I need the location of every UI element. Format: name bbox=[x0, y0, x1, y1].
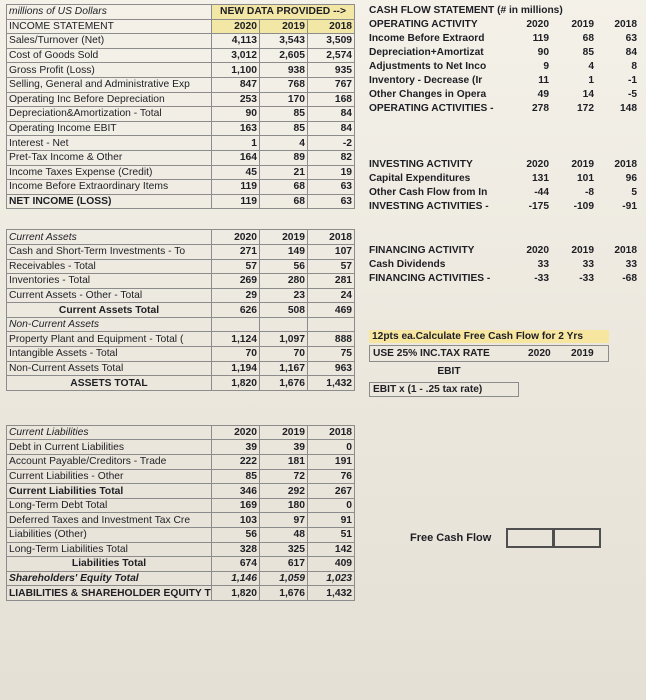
financing-header-row bbox=[369, 244, 641, 258]
income-value-cell[interactable]: 63 bbox=[308, 194, 355, 209]
asset-value-cell[interactable]: 280 bbox=[260, 274, 308, 289]
income-value-cell[interactable]: 119 bbox=[212, 194, 260, 209]
asset-value-cell[interactable]: 24 bbox=[308, 288, 355, 303]
table-row bbox=[7, 180, 355, 195]
asset-value-cell[interactable]: 107 bbox=[308, 244, 355, 259]
income-row-label[interactable]: Income Taxes Expense (Credit) bbox=[7, 165, 212, 180]
table-row bbox=[7, 347, 355, 362]
table-row bbox=[7, 288, 355, 303]
operating-header-row bbox=[369, 18, 641, 32]
spacer-cell bbox=[308, 390, 355, 425]
income-value-cell[interactable]: -2 bbox=[308, 136, 355, 151]
income-year-header[interactable]: 2018 bbox=[308, 19, 355, 34]
table-row bbox=[7, 528, 355, 543]
liability-row-label[interactable]: Long-Term Debt Total bbox=[7, 498, 212, 513]
free-cash-flow-label: Free Cash Flow bbox=[410, 532, 492, 544]
table-row bbox=[7, 34, 355, 49]
liability-value-cell[interactable]: 91 bbox=[308, 513, 355, 528]
income-value-cell[interactable]: 21 bbox=[260, 165, 308, 180]
cash-flow-value: -109 bbox=[573, 201, 594, 212]
liability-value-cell[interactable]: 103 bbox=[212, 513, 260, 528]
cash-flow-row bbox=[369, 186, 641, 200]
cash-flow-value: 2020 bbox=[526, 19, 549, 30]
asset-value-cell[interactable]: 626 bbox=[212, 303, 260, 318]
income-header-row bbox=[7, 19, 355, 34]
cash-flow-value: 63 bbox=[625, 33, 637, 44]
asset-row-label[interactable]: Cash and Short-Term Investments - To bbox=[7, 244, 212, 259]
asset-row-label[interactable]: Inventories - Total bbox=[7, 274, 212, 289]
table-row bbox=[7, 165, 355, 180]
cash-flow-value: 68 bbox=[582, 33, 594, 44]
income-value-cell[interactable]: 4 bbox=[260, 136, 308, 151]
income-value-cell[interactable]: 84 bbox=[308, 121, 355, 136]
new-data-banner[interactable]: NEW DATA PROVIDED --> bbox=[212, 5, 355, 20]
cash-flow-value: -44 bbox=[534, 187, 549, 198]
cash-flow-value: 84 bbox=[625, 47, 637, 58]
cash-flow-value: -33 bbox=[534, 273, 549, 284]
spacer-cell bbox=[308, 209, 355, 230]
cash-flow-statement bbox=[369, 4, 641, 324]
spacer-cell bbox=[212, 209, 260, 230]
liability-value-cell[interactable]: 1,059 bbox=[260, 571, 308, 586]
cash-flow-label: OPERATING ACTIVITIES - bbox=[369, 103, 494, 114]
income-value-cell[interactable]: 938 bbox=[260, 63, 308, 78]
cash-flow-value: 33 bbox=[582, 259, 594, 270]
liability-value-cell[interactable]: 51 bbox=[308, 528, 355, 543]
financial-statements-table bbox=[6, 4, 355, 601]
liability-value-cell[interactable]: 292 bbox=[260, 484, 308, 499]
liability-value-cell[interactable]: 409 bbox=[308, 557, 355, 572]
cash-flow-value: 2020 bbox=[526, 159, 549, 170]
spacer-cell bbox=[212, 390, 260, 425]
liability-row-label[interactable]: Current Liabilities - Other bbox=[7, 469, 212, 484]
cash-flow-value: 278 bbox=[532, 103, 549, 114]
cash-flow-value: 14 bbox=[582, 89, 594, 100]
ebit-formula: EBIT x (1 - .25 tax rate) bbox=[369, 382, 519, 397]
cash-flow-label: Inventory - Decrease (Ir bbox=[369, 75, 483, 86]
cash-flow-value: 85 bbox=[582, 47, 594, 58]
table-row bbox=[7, 63, 355, 78]
assets-year-header[interactable]: 2020 bbox=[212, 230, 260, 245]
spacer-cell bbox=[7, 390, 212, 425]
title-row bbox=[7, 5, 355, 20]
table-row bbox=[7, 361, 355, 376]
asset-value-cell[interactable]: 888 bbox=[308, 332, 355, 347]
liability-row-label[interactable]: Liabilities Total bbox=[7, 557, 212, 572]
table-row bbox=[7, 107, 355, 122]
cash-flow-label: Cash Dividends bbox=[369, 259, 446, 270]
income-value-cell[interactable]: 4,113 bbox=[212, 34, 260, 49]
income-value-cell[interactable]: 164 bbox=[212, 150, 260, 165]
liability-value-cell[interactable]: 1,432 bbox=[308, 586, 355, 601]
tax-rate-note: USE 25% INC.TAX RATE bbox=[373, 348, 490, 359]
cash-flow-row bbox=[369, 102, 641, 116]
income-row-label[interactable]: Interest - Net bbox=[7, 136, 212, 151]
income-value-cell[interactable]: 82 bbox=[308, 150, 355, 165]
asset-row-label[interactable]: Current Assets Total bbox=[7, 303, 212, 318]
cash-flow-row bbox=[369, 200, 641, 214]
asset-value-cell[interactable]: 75 bbox=[308, 347, 355, 362]
liability-value-cell[interactable]: 56 bbox=[212, 528, 260, 543]
liability-value-cell[interactable]: 674 bbox=[212, 557, 260, 572]
income-row-label[interactable]: Cost of Goods Sold bbox=[7, 48, 212, 63]
liability-value-cell[interactable]: 0 bbox=[308, 440, 355, 455]
table-row bbox=[7, 259, 355, 274]
spacer-cell bbox=[7, 209, 212, 230]
income-value-cell[interactable]: 68 bbox=[260, 180, 308, 195]
table-row bbox=[7, 274, 355, 289]
table-row bbox=[7, 92, 355, 107]
liability-row-label[interactable]: Shareholders' Equity Total bbox=[7, 571, 212, 586]
fcf-year-2020: 2020 bbox=[528, 348, 551, 359]
table-row bbox=[7, 484, 355, 499]
cash-flow-label: INVESTING ACTIVITY bbox=[369, 159, 473, 170]
cash-flow-value: -175 bbox=[528, 201, 549, 212]
income-row-label[interactable]: Pret-Tax Income & Other bbox=[7, 150, 212, 165]
cash-flow-row bbox=[369, 258, 641, 272]
asset-row-label[interactable]: Intangible Assets - Total bbox=[7, 347, 212, 362]
asset-value-cell[interactable]: 1,432 bbox=[308, 376, 355, 391]
asset-row-label[interactable]: Non-Current Assets bbox=[7, 317, 212, 332]
liability-value-cell[interactable]: 39 bbox=[260, 440, 308, 455]
cash-flow-label: FINANCING ACTIVITIES - bbox=[369, 273, 491, 284]
income-value-cell[interactable]: 89 bbox=[260, 150, 308, 165]
tax-rate-row bbox=[369, 345, 609, 362]
liability-value-cell[interactable]: 97 bbox=[260, 513, 308, 528]
asset-value-cell[interactable] bbox=[308, 317, 355, 332]
asset-value-cell[interactable]: 1,676 bbox=[260, 376, 308, 391]
cash-flow-value: -8 bbox=[584, 187, 594, 198]
income-value-cell[interactable]: 1,100 bbox=[212, 63, 260, 78]
income-value-cell[interactable]: 1 bbox=[212, 136, 260, 151]
table-row bbox=[7, 498, 355, 513]
asset-row-label[interactable]: Current Assets - Other - Total bbox=[7, 288, 212, 303]
asset-value-cell[interactable]: 271 bbox=[212, 244, 260, 259]
cash-flow-label: INVESTING ACTIVITIES - bbox=[369, 201, 489, 212]
cash-flow-row bbox=[369, 172, 641, 186]
liability-row-label[interactable]: Deferred Taxes and Investment Tax Cre bbox=[7, 513, 212, 528]
asset-value-cell[interactable]: 963 bbox=[308, 361, 355, 376]
asset-value-cell[interactable]: 269 bbox=[212, 274, 260, 289]
liability-value-cell[interactable]: 142 bbox=[308, 542, 355, 557]
spacer-cell bbox=[260, 390, 308, 425]
cash-flow-label: Adjustments to Net Inco bbox=[369, 61, 487, 72]
cash-flow-title: CASH FLOW STATEMENT (# in millions) bbox=[369, 5, 563, 16]
cash-flow-value: 148 bbox=[620, 103, 637, 114]
income-row-label[interactable]: Sales/Turnover (Net) bbox=[7, 34, 212, 49]
spacer-cell bbox=[260, 209, 308, 230]
liability-value-cell[interactable]: 76 bbox=[308, 469, 355, 484]
income-value-cell[interactable]: 84 bbox=[308, 107, 355, 122]
cash-flow-label: Other Cash Flow from In bbox=[369, 187, 488, 198]
table-row bbox=[7, 586, 355, 601]
units-label[interactable]: millions of US Dollars bbox=[7, 5, 212, 20]
asset-value-cell[interactable]: 469 bbox=[308, 303, 355, 318]
income-value-cell[interactable]: 119 bbox=[212, 180, 260, 195]
liability-value-cell[interactable]: 1,676 bbox=[260, 586, 308, 601]
asset-value-cell[interactable]: 23 bbox=[260, 288, 308, 303]
income-statement-header[interactable]: INCOME STATEMENT bbox=[7, 19, 212, 34]
cash-flow-label: Other Changes in Opera bbox=[369, 89, 487, 100]
liability-value-cell[interactable]: 191 bbox=[308, 455, 355, 470]
asset-row-label[interactable]: Receivables - Total bbox=[7, 259, 212, 274]
asset-value-cell[interactable]: 57 bbox=[212, 259, 260, 274]
liability-value-cell[interactable]: 48 bbox=[260, 528, 308, 543]
income-value-cell[interactable]: 45 bbox=[212, 165, 260, 180]
liability-value-cell[interactable]: 85 bbox=[212, 469, 260, 484]
cash-flow-value: 2020 bbox=[526, 245, 549, 256]
asset-value-cell[interactable]: 57 bbox=[308, 259, 355, 274]
spacer-row bbox=[7, 209, 355, 230]
liabilities-year-header[interactable]: 2020 bbox=[212, 425, 260, 440]
cash-flow-row bbox=[369, 88, 641, 102]
table-row bbox=[7, 121, 355, 136]
liabilities-year-header[interactable]: 2018 bbox=[308, 425, 355, 440]
income-row-label[interactable]: Operating Inc Before Depreciation bbox=[7, 92, 212, 107]
liability-value-cell[interactable]: 617 bbox=[260, 557, 308, 572]
cash-flow-label: Depreciation+Amortizat bbox=[369, 47, 484, 58]
current-liabilities-header[interactable]: Current Liabilities bbox=[7, 425, 212, 440]
liabilities-header-row bbox=[7, 425, 355, 440]
income-value-cell[interactable]: 168 bbox=[308, 92, 355, 107]
asset-value-cell[interactable]: 1,820 bbox=[212, 376, 260, 391]
cash-flow-value: 2019 bbox=[571, 159, 594, 170]
cash-flow-value: 9 bbox=[543, 61, 549, 72]
cash-flow-value: 131 bbox=[532, 173, 549, 184]
cash-flow-value: 11 bbox=[538, 75, 549, 86]
liability-row-label[interactable]: Long-Term Liabilities Total bbox=[7, 542, 212, 557]
income-row-label[interactable]: NET INCOME (LOSS) bbox=[7, 194, 212, 209]
table-row bbox=[7, 136, 355, 151]
table-row bbox=[7, 440, 355, 455]
income-value-cell[interactable]: 68 bbox=[260, 194, 308, 209]
income-row-label[interactable]: Income Before Extraordinary Items bbox=[7, 180, 212, 195]
income-value-cell[interactable]: 19 bbox=[308, 165, 355, 180]
income-value-cell[interactable]: 3,509 bbox=[308, 34, 355, 49]
cash-flow-row bbox=[369, 46, 641, 60]
cash-flow-label: FINANCING ACTIVITY bbox=[369, 245, 475, 256]
cash-flow-value: 1 bbox=[588, 75, 594, 86]
income-value-cell[interactable]: 2,605 bbox=[260, 48, 308, 63]
liability-value-cell[interactable]: 346 bbox=[212, 484, 260, 499]
table-row bbox=[7, 455, 355, 470]
liability-value-cell[interactable]: 181 bbox=[260, 455, 308, 470]
current-assets-header[interactable]: Current Assets bbox=[7, 230, 212, 245]
table-row bbox=[7, 244, 355, 259]
asset-value-cell[interactable]: 70 bbox=[212, 347, 260, 362]
liability-value-cell[interactable]: 1,023 bbox=[308, 571, 355, 586]
cash-flow-value: 172 bbox=[577, 103, 594, 114]
asset-value-cell[interactable]: 508 bbox=[260, 303, 308, 318]
cash-flow-value: 5 bbox=[631, 187, 637, 198]
cash-flow-row bbox=[369, 32, 641, 46]
cash-flow-value: 101 bbox=[577, 173, 594, 184]
asset-value-cell[interactable]: 149 bbox=[260, 244, 308, 259]
cash-flow-label: Capital Expenditures bbox=[369, 173, 471, 184]
table-row bbox=[7, 542, 355, 557]
cash-flow-value: 90 bbox=[537, 47, 549, 58]
cash-flow-value: 2019 bbox=[571, 19, 594, 30]
fcf-2020-cell[interactable] bbox=[506, 528, 554, 548]
liability-value-cell[interactable]: 325 bbox=[260, 542, 308, 557]
asset-value-cell[interactable]: 29 bbox=[212, 288, 260, 303]
table-row bbox=[7, 48, 355, 63]
liability-value-cell[interactable]: 1,820 bbox=[212, 586, 260, 601]
spacer-row bbox=[7, 390, 355, 425]
liability-row-label[interactable]: LIABILITIES & SHAREHOLDER EQUITY T bbox=[7, 586, 212, 601]
table-row bbox=[7, 469, 355, 484]
income-row-label[interactable]: Selling, General and Administrative Exp bbox=[7, 77, 212, 92]
cash-flow-row bbox=[369, 272, 641, 286]
income-value-cell[interactable]: 935 bbox=[308, 63, 355, 78]
cash-flow-value: 96 bbox=[625, 173, 637, 184]
income-value-cell[interactable]: 767 bbox=[308, 77, 355, 92]
cash-flow-value: -68 bbox=[622, 273, 637, 284]
liability-value-cell[interactable]: 328 bbox=[212, 542, 260, 557]
table-row bbox=[7, 303, 355, 318]
fcf-2019-cell[interactable] bbox=[553, 528, 601, 548]
income-year-header[interactable]: 2020 bbox=[212, 19, 260, 34]
income-value-cell[interactable]: 170 bbox=[260, 92, 308, 107]
cash-flow-value: -91 bbox=[622, 201, 637, 212]
table-row bbox=[7, 513, 355, 528]
income-value-cell[interactable]: 90 bbox=[212, 107, 260, 122]
cash-flow-value: -1 bbox=[627, 75, 637, 86]
table-row bbox=[7, 194, 355, 209]
assets-year-header[interactable]: 2018 bbox=[308, 230, 355, 245]
liability-row-label[interactable]: Account Payable/Creditors - Trade bbox=[7, 455, 212, 470]
liability-row-label[interactable]: Liabilities (Other) bbox=[7, 528, 212, 543]
income-value-cell[interactable]: 253 bbox=[212, 92, 260, 107]
cash-flow-value: 49 bbox=[537, 89, 549, 100]
cash-flow-value: 2018 bbox=[614, 159, 637, 170]
income-row-label[interactable]: Operating Income EBIT bbox=[7, 121, 212, 136]
table-row bbox=[7, 317, 355, 332]
liabilities-year-header[interactable]: 2019 bbox=[260, 425, 308, 440]
income-value-cell[interactable]: 3,543 bbox=[260, 34, 308, 49]
income-year-header[interactable]: 2019 bbox=[260, 19, 308, 34]
asset-value-cell[interactable]: 56 bbox=[260, 259, 308, 274]
fcf-year-2019: 2019 bbox=[571, 348, 594, 359]
asset-value-cell[interactable]: 1,124 bbox=[212, 332, 260, 347]
income-value-cell[interactable]: 847 bbox=[212, 77, 260, 92]
table-row bbox=[7, 376, 355, 391]
asset-value-cell[interactable]: 1,097 bbox=[260, 332, 308, 347]
cash-flow-value: -33 bbox=[579, 273, 594, 284]
assets-year-header[interactable]: 2019 bbox=[260, 230, 308, 245]
cash-flow-value: 2019 bbox=[571, 245, 594, 256]
asset-value-cell[interactable] bbox=[212, 317, 260, 332]
cash-flow-value: 2018 bbox=[614, 245, 637, 256]
asset-value-cell[interactable] bbox=[260, 317, 308, 332]
table-row bbox=[7, 150, 355, 165]
asset-row-label[interactable]: Property Plant and Equipment - Total ( bbox=[7, 332, 212, 347]
liability-row-label[interactable]: Current Liabilities Total bbox=[7, 484, 212, 499]
liability-value-cell[interactable]: 222 bbox=[212, 455, 260, 470]
cash-flow-value: 2018 bbox=[614, 19, 637, 30]
liability-value-cell[interactable]: 39 bbox=[212, 440, 260, 455]
cash-flow-value: 33 bbox=[537, 259, 549, 270]
cash-flow-value: -5 bbox=[627, 89, 637, 100]
income-value-cell[interactable]: 85 bbox=[260, 107, 308, 122]
liability-row-label[interactable]: Debt in Current Liabilities bbox=[7, 440, 212, 455]
table-row bbox=[7, 557, 355, 572]
income-row-label[interactable]: Depreciation&Amortization - Total bbox=[7, 107, 212, 122]
table-row bbox=[7, 77, 355, 92]
income-value-cell[interactable]: 85 bbox=[260, 121, 308, 136]
asset-row-label[interactable]: ASSETS TOTAL bbox=[7, 376, 212, 391]
liability-value-cell[interactable]: 72 bbox=[260, 469, 308, 484]
table-row bbox=[7, 571, 355, 586]
income-value-cell[interactable]: 3,012 bbox=[212, 48, 260, 63]
asset-value-cell[interactable]: 70 bbox=[260, 347, 308, 362]
asset-row-label[interactable]: Non-Current Assets Total bbox=[7, 361, 212, 376]
asset-value-cell[interactable]: 1,167 bbox=[260, 361, 308, 376]
assets-header-row bbox=[7, 230, 355, 245]
asset-value-cell[interactable]: 1,194 bbox=[212, 361, 260, 376]
liability-value-cell[interactable]: 0 bbox=[308, 498, 355, 513]
table-row bbox=[7, 332, 355, 347]
investing-header-row bbox=[369, 158, 641, 172]
income-value-cell[interactable]: 768 bbox=[260, 77, 308, 92]
cash-flow-value: 4 bbox=[588, 61, 594, 72]
asset-value-cell[interactable]: 281 bbox=[308, 274, 355, 289]
income-value-cell[interactable]: 63 bbox=[308, 180, 355, 195]
task-prompt: 12pts ea.Calculate Free Cash Flow for 2 Yrs bbox=[369, 330, 609, 343]
income-row-label[interactable]: Gross Profit (Loss) bbox=[7, 63, 212, 78]
cash-flow-value: 119 bbox=[532, 33, 549, 44]
income-value-cell[interactable]: 2,574 bbox=[308, 48, 355, 63]
income-value-cell[interactable]: 163 bbox=[212, 121, 260, 136]
cash-flow-value: 33 bbox=[625, 259, 637, 270]
liability-value-cell[interactable]: 267 bbox=[308, 484, 355, 499]
liability-value-cell[interactable]: 180 bbox=[260, 498, 308, 513]
cash-flow-label: Income Before Extraord bbox=[369, 33, 485, 44]
cash-flow-row bbox=[369, 60, 641, 74]
cash-flow-row bbox=[369, 74, 641, 88]
cash-flow-label: OPERATING ACTIVITY bbox=[369, 19, 478, 30]
liability-value-cell[interactable]: 169 bbox=[212, 498, 260, 513]
cash-flow-value: 8 bbox=[631, 61, 637, 72]
ebit-heading: EBIT bbox=[437, 366, 461, 377]
liability-value-cell[interactable]: 1,146 bbox=[212, 571, 260, 586]
